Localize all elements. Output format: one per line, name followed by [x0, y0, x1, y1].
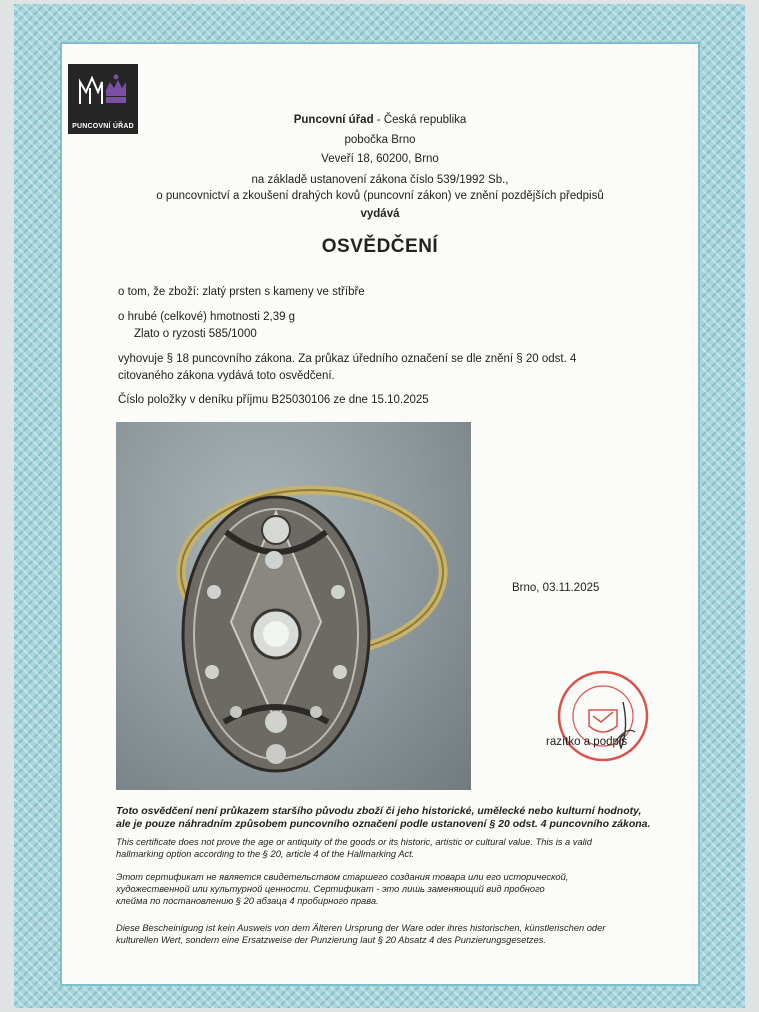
disclaimer-en	[116, 836, 656, 860]
legal-line-1: na základě ustanovení zákona číslo 539/1992 Sb.,	[251, 174, 509, 186]
logo-label: PUNCOVNÍ ÚŘAD	[72, 123, 134, 130]
record-number: Číslo položky v deníku příjmu B25030106 ze dne 15.10.2025	[118, 394, 429, 406]
disclaimer-cz	[116, 805, 656, 831]
gross-weight: o hrubé (celkové) hmotnosti 2,39 g	[118, 311, 296, 323]
compliance-line-1: vyhovuje § 18 puncovního zákona. Za průkaz úředního označení se dle znění § 20 odst. 4	[118, 353, 577, 365]
crown-icon	[76, 70, 130, 114]
official-stamp	[555, 668, 651, 764]
item-description: o tom, že zboží: zlatý prsten s kameny ve stříbře	[118, 286, 365, 298]
certificate-sheet	[60, 42, 700, 986]
legal-line-2: o puncovnictví a zkoušení drahých kovů (puncovní zákon) ve znění pozdějších předpisů	[156, 190, 604, 202]
ring-photo	[116, 422, 471, 790]
office-branch: pobočka Brno	[344, 134, 416, 146]
disclaimer-en-line-1: This certificate does not prove the age or antiquity of the goods or its historic, artistic or cultural value. This is a valid	[116, 837, 592, 847]
disclaimer-de-line-2: kulturellen Wert, sondern eine Ersatzweise der Punzierung laut § 20 Absatz 4 des Punzierungsgesetzes.	[116, 935, 546, 945]
certificate-title: OSVĚDČENÍ	[321, 236, 439, 257]
disclaimer-de	[116, 922, 656, 946]
disclaimer-cz-line-2: ale je pouze náhradním způsobem puncovního označení podle ustanovení § 20 odst. 4 puncovního zákona.	[116, 818, 651, 830]
place-date: Brno, 03.11.2025	[512, 582, 600, 594]
disclaimer-cz-line-1: Toto osvědčení není průkazem staršího původu zboží či jeho historické, umělecké nebo kulturní hodnoty,	[116, 805, 642, 817]
certificate-border	[14, 4, 745, 1008]
signature-label: razítko a podpis	[546, 736, 628, 748]
issues-label: vydává	[360, 208, 400, 220]
office-address: Veveří 18, 60200, Brno	[321, 153, 439, 165]
gold-fineness: Zlato o ryzosti 585/1000	[134, 328, 257, 340]
stamp-seal-icon	[555, 668, 651, 764]
compliance-line-2: citovaného zákona vydává toto osvědčení.	[118, 370, 335, 382]
ring-image	[116, 422, 471, 790]
disclaimer-en-line-2: hallmarking option according to the § 20, article 4 of the Hallmarking Act.	[116, 849, 415, 859]
office-country: - Česká republika	[373, 114, 467, 126]
disclaimer-ru-line-1: Этот сертификат не является свидетельством старшего создания товара или его исторической,	[116, 872, 569, 882]
office-heading	[60, 114, 700, 126]
disclaimer-ru-line-2: художественной или культурной ценности. Сертификат - это лишь заменяющий вид пробного	[116, 884, 545, 894]
disclaimer-de-line-1: Diese Bescheinigung ist kein Ausweis von dem Älteren Ursprung der Ware oder ihres historischen, künstlerischen oder	[116, 923, 606, 933]
disclaimer-ru	[116, 871, 656, 907]
office-name: Puncovní úřad	[293, 114, 374, 126]
disclaimer-ru-line-3: клейма по постановлению § 20 абзаца 4 пробирного права.	[116, 896, 379, 906]
